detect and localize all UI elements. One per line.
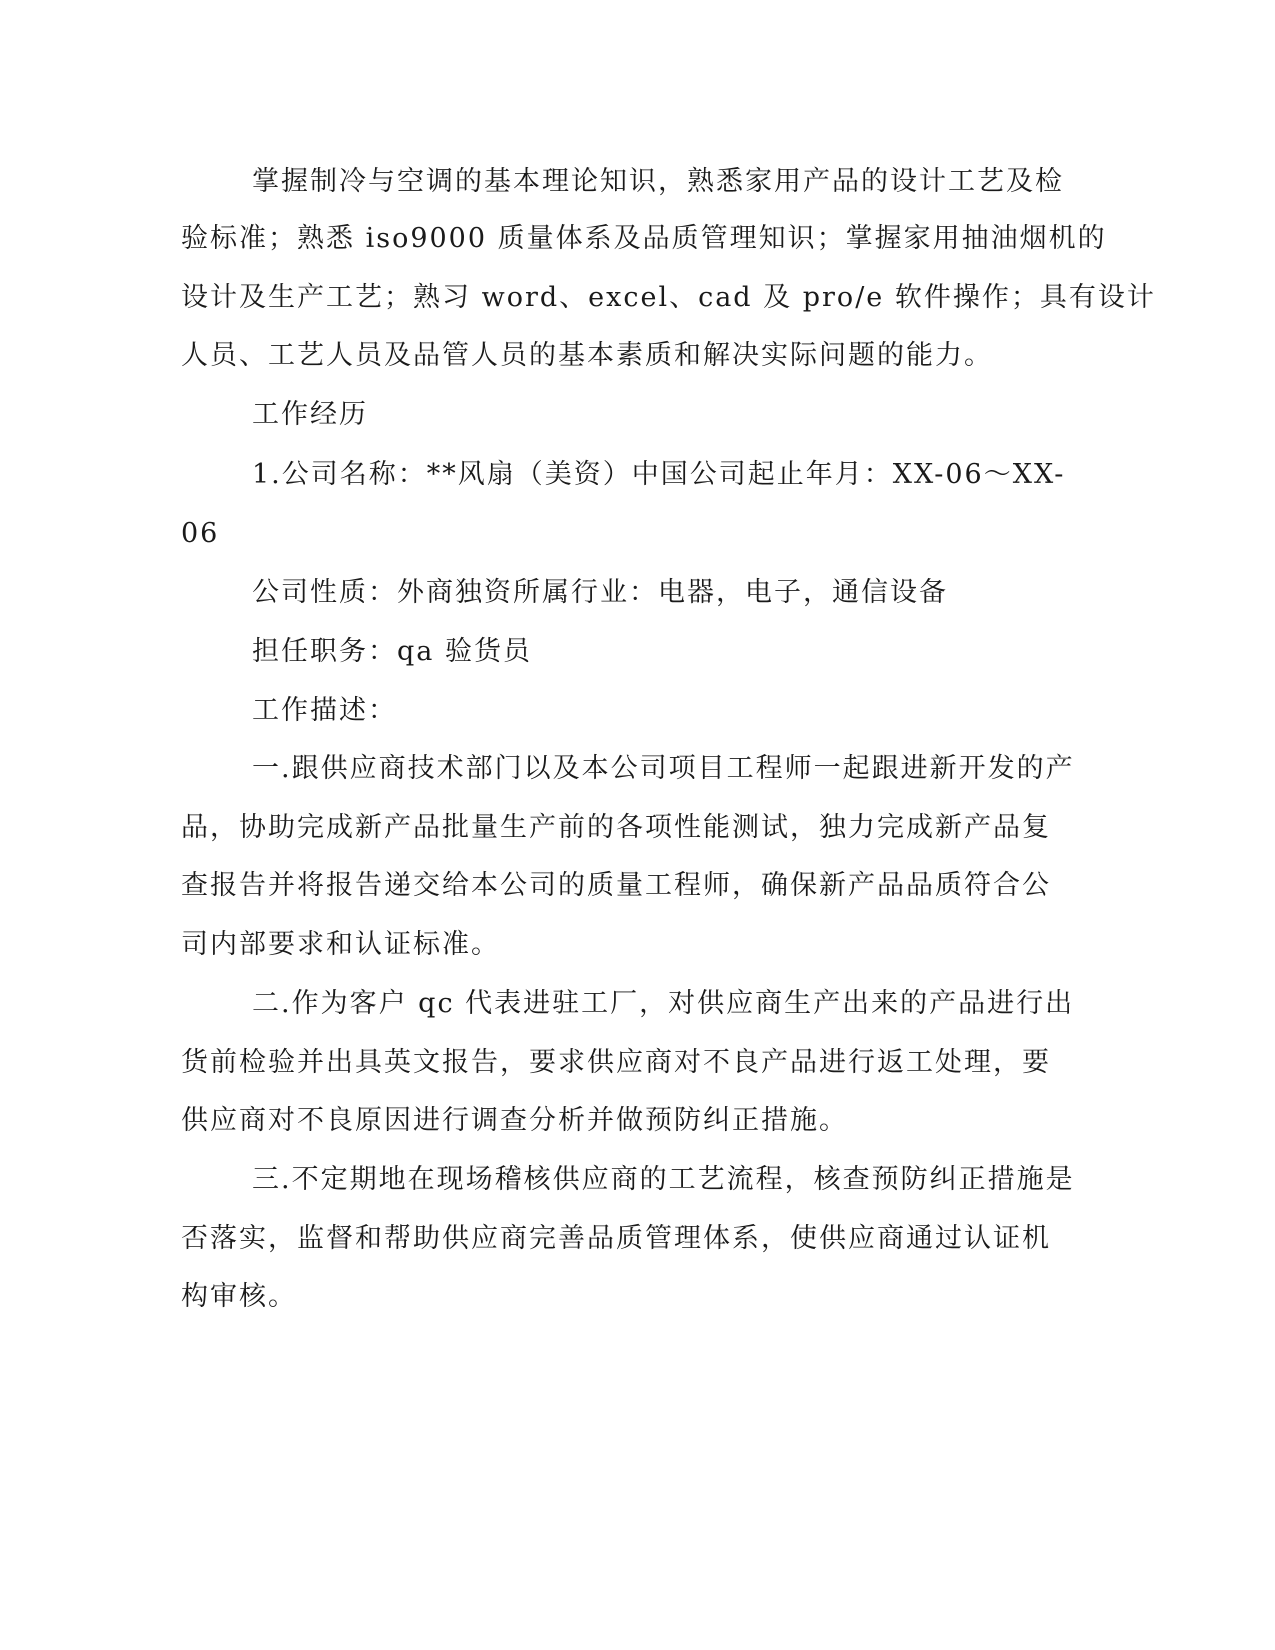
text-line: 掌握制冷与空调的基本理论知识，熟悉家用产品的设计工艺及检	[252, 166, 1064, 197]
text-line: 06	[181, 518, 220, 549]
text-line: 验标准；熟悉 iso9000 质量体系及品质管理知识；掌握家用抽油烟机的	[181, 223, 1107, 254]
text-line: 货前检验并出具英文报告，要求供应商对不良产品进行返工处理，要	[181, 1047, 1051, 1078]
section-heading: 工作经历	[252, 399, 368, 430]
text-line: 一.跟供应商技术部门以及本公司项目工程师一起跟进新开发的产	[252, 753, 1075, 784]
text-line: 设计及生产工艺；熟习 word、excel、cad 及 pro/e 软件操作；具有设计	[181, 282, 1156, 313]
text-line: 人员、工艺人员及品管人员的基本素质和解决实际问题的能力。	[181, 340, 993, 371]
text-line: 构审核。	[181, 1281, 297, 1312]
text-line: 品，协助完成新产品批量生产前的各项性能测试，独力完成新产品复	[181, 812, 1051, 843]
text-line: 查报告并将报告递交给本公司的质量工程师，确保新产品品质符合公	[181, 870, 1051, 901]
text-line: 工作描述：	[252, 695, 397, 726]
text-line: 司内部要求和认证标准。	[181, 929, 500, 960]
text-line: 三.不定期地在现场稽核供应商的工艺流程，核查预防纠正措施是	[252, 1164, 1075, 1195]
text-line: 1.公司名称：**风扇（美资）中国公司起止年月：XX-06～XX-	[252, 459, 1066, 490]
text-line: 公司性质：外商独资所属行业：电器，电子，通信设备	[252, 577, 948, 608]
text-line: 担任职务：qa 验货员	[252, 636, 532, 667]
text-line: 供应商对不良原因进行调查分析并做预防纠正措施。	[181, 1105, 848, 1136]
text-line: 否落实，监督和帮助供应商完善品质管理体系，使供应商通过认证机	[181, 1223, 1051, 1254]
text-line: 二.作为客户 qc 代表进驻工厂，对供应商生产出来的产品进行出	[252, 988, 1075, 1019]
